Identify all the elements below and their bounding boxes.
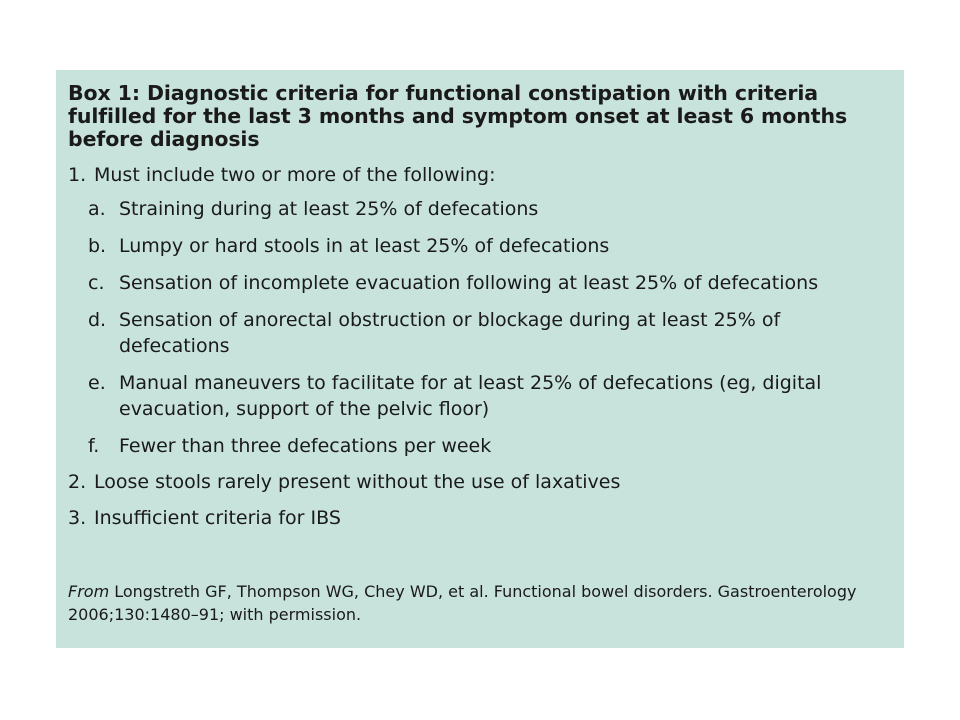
sub-criterion-letter: c.	[88, 272, 105, 294]
sub-criterion-text: Sensation of incomplete evacuation following at least 25% of defecations	[119, 272, 819, 294]
criterion-1	[68, 162, 892, 459]
criteria-list	[68, 162, 892, 531]
source-prefix: From	[68, 582, 110, 601]
box-title: Box 1: Diagnostic criteria for functional constipation with criteria fulfilled for the last 3 months and symptom onset at least 6 months before diagnosis	[68, 81, 848, 151]
sub-criterion-text: Lumpy or hard stools in at least 25% of defecations	[119, 235, 610, 257]
sub-criterion-letter: e.	[88, 372, 106, 394]
criteria-box	[56, 70, 904, 648]
sub-criterion-f	[88, 433, 892, 459]
criterion-number: 3.	[68, 507, 87, 529]
criterion-3	[68, 505, 892, 531]
sub-criterion-letter: a.	[88, 198, 106, 220]
sub-criterion-c	[88, 270, 892, 296]
criterion-text: Insufficient criteria for IBS	[94, 507, 341, 529]
criterion-number: 1.	[68, 164, 87, 186]
sub-criteria-list	[88, 196, 892, 459]
sub-criterion-letter: f.	[88, 435, 100, 457]
sub-criterion-e	[88, 370, 892, 422]
sub-criterion-text: Fewer than three defecations per week	[119, 435, 492, 457]
sub-criterion-text: Sensation of anorectal obstruction or blockage during at least 25% of defecations	[119, 309, 781, 357]
sub-criterion-text: Manual maneuvers to facilitate for at least 25% of defecations (eg, digital evacuation, support of the pelvic floor)	[119, 372, 822, 420]
sub-criterion-text: Straining during at least 25% of defecations	[119, 198, 539, 220]
sub-criterion-letter: b.	[88, 235, 107, 257]
source-text: Longstreth GF, Thompson WG, Chey WD, et al. Functional bowel disorders. Gastroenterology 2006;130:1480–91; with permission.	[68, 582, 857, 624]
sub-criterion-letter: d.	[88, 309, 107, 331]
criterion-2	[68, 469, 892, 495]
sub-criterion-a	[88, 196, 892, 222]
criterion-number: 2.	[68, 471, 87, 493]
sub-criterion-d	[88, 307, 892, 359]
source-citation	[68, 580, 892, 626]
criterion-text: Loose stools rarely present without the use of laxatives	[94, 471, 621, 493]
criterion-text: Must include two or more of the following:	[94, 164, 496, 186]
sub-criterion-b	[88, 233, 892, 259]
